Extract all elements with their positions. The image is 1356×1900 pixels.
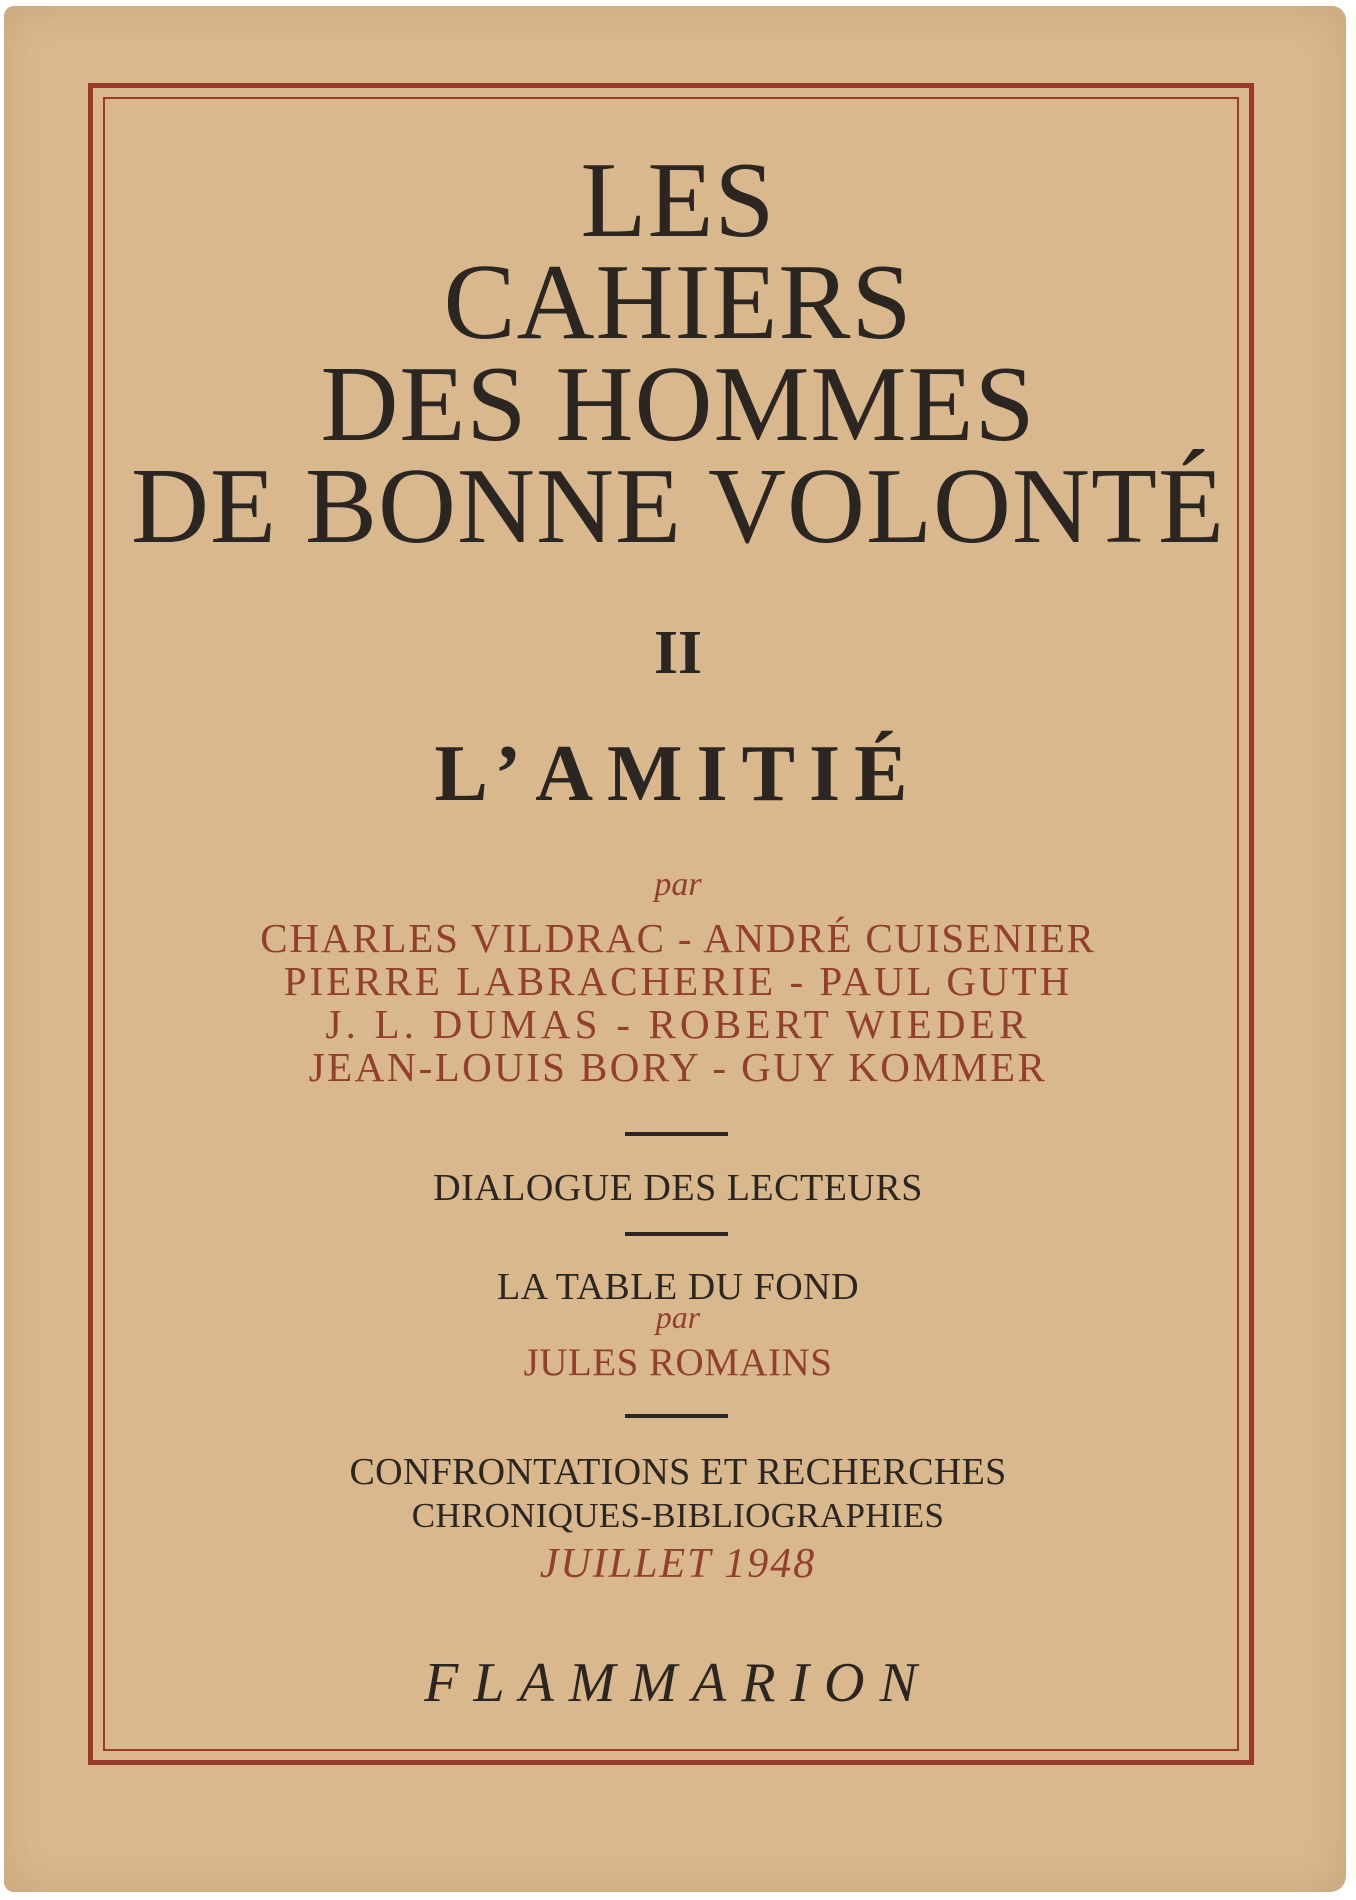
divider-rule-3 [625, 1414, 728, 1418]
volume-number: II [653, 619, 703, 687]
title-line-1: LES [580, 141, 776, 260]
subtitle: L’AMITIÉ [434, 730, 922, 818]
section-chroniques: CHRONIQUES-BIBLIOGRAPHIES [411, 1496, 945, 1535]
title-line-2: CAHIERS [443, 243, 913, 362]
authors-line-4: JEAN-LOUIS BORY - GUY KOMMER [308, 1044, 1048, 1090]
publisher-name: FLAMMARION [424, 1652, 932, 1714]
section-table: LA TABLE DU FOND [496, 1266, 860, 1308]
title-line-4: DE BONNE VOLONTÉ [131, 447, 1225, 566]
table-by-label: par [655, 1299, 701, 1335]
issue-date: JUILLET 1948 [539, 1541, 817, 1587]
section-confrontations: CONFRONTATIONS ET RECHERCHES [349, 1451, 1007, 1493]
authors-line-3: J. L. DUMAS - ROBERT WIEDER [325, 1001, 1031, 1047]
table-author: JULES ROMAINS [523, 1341, 833, 1384]
divider-rule-2 [625, 1232, 728, 1236]
authors-line-1: CHARLES VILDRAC - ANDRÉ CUISENIER [260, 915, 1096, 961]
authors-line-2: PIERRE LABRACHERIE - PAUL GUTH [283, 958, 1073, 1004]
by-label: par [654, 866, 702, 903]
title-line-3: DES HOMMES [320, 345, 1036, 464]
section-dialogue: DIALOGUE DES LECTEURS [433, 1167, 923, 1209]
divider-rule-1 [625, 1132, 728, 1136]
